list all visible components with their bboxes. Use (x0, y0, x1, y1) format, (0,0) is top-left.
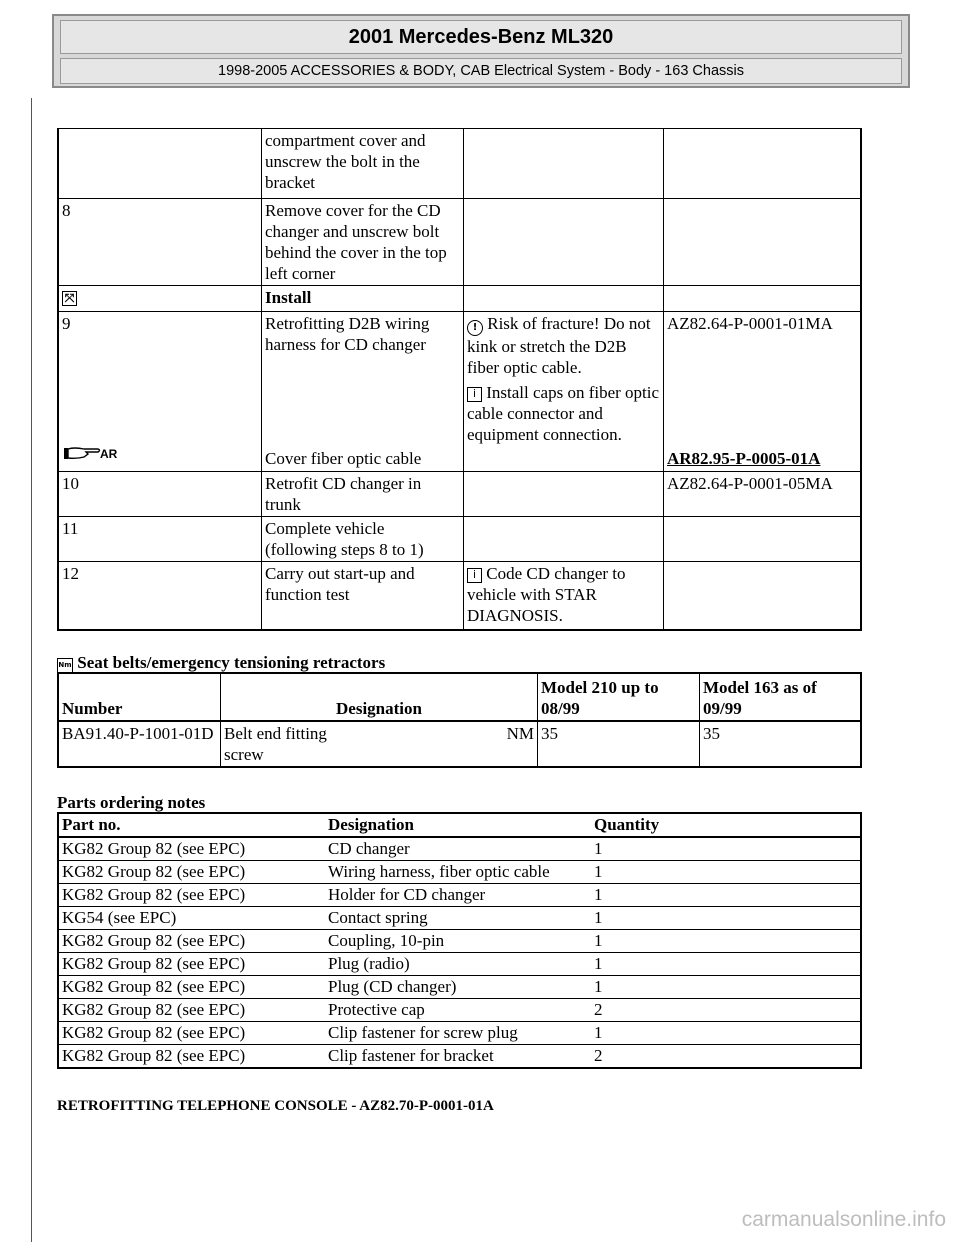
belts-section-title (57, 652, 385, 673)
part-designation: Contact spring (325, 907, 591, 930)
col-header-designation: Designation (221, 673, 538, 721)
procedure-steps-table (57, 128, 862, 631)
step-number: 8 (58, 199, 262, 286)
part-quantity: 1 (591, 976, 861, 999)
part-designation: Clip fastener for screw plug (325, 1022, 591, 1045)
table-row (58, 517, 861, 562)
install-icon: ⤧ (62, 291, 77, 306)
table-row (58, 999, 861, 1022)
info-text: Install caps on fiber optic cable connector and equipment connection. (467, 383, 660, 444)
part-no: KG82 Group 82 (see EPC) (58, 930, 325, 953)
part-designation: Plug (radio) (325, 953, 591, 976)
part-quantity: 1 (591, 884, 861, 907)
table-row (58, 837, 861, 861)
info-icon: i (467, 568, 482, 583)
part-quantity: 2 (591, 999, 861, 1022)
part-no: KG54 (see EPC) (58, 907, 325, 930)
table-row (58, 861, 861, 884)
info-note (467, 382, 660, 445)
step-text: Complete vehicle (following steps 8 to 1) (262, 517, 464, 562)
part-quantity: 1 (591, 907, 861, 930)
step-text: compartment cover and unscrew the bolt in the bracket (262, 129, 464, 199)
reference-code: AZ82.64-P-0001-01MA (667, 314, 833, 333)
part-quantity: 2 (591, 1045, 861, 1069)
ar-link-icon (62, 444, 137, 469)
step-text: Retrofitting D2B wiring harness for CD changer (265, 314, 430, 354)
part-no: KG82 Group 82 (see EPC) (58, 1045, 325, 1069)
part-no: KG82 Group 82 (see EPC) (58, 999, 325, 1022)
torque-unit: NM (506, 724, 534, 743)
step-text: Remove cover for the CD changer and unscrew bolt behind the cover in the top left corner (262, 199, 464, 286)
part-quantity: 1 (591, 953, 861, 976)
part-designation: CD changer (325, 837, 591, 861)
part-quantity: 1 (591, 930, 861, 953)
part-no: KG82 Group 82 (see EPC) (58, 837, 325, 861)
reference-code: AZ82.64-P-0001-05MA (664, 472, 862, 517)
warning-note (467, 313, 660, 378)
step-number: 11 (58, 517, 262, 562)
step-number: 12 (58, 562, 262, 630)
part-no: KG82 Group 82 (see EPC) (58, 884, 325, 907)
table-row (58, 721, 861, 767)
table-row (58, 312, 861, 472)
torque-designation: Belt end fitting screw (224, 724, 327, 764)
part-no: KG82 Group 82 (see EPC) (58, 976, 325, 999)
part-designation: Wiring harness, fiber optic cable (325, 861, 591, 884)
table-row (58, 562, 861, 630)
step-text: Carry out start-up and function test (262, 562, 464, 630)
table-row (58, 199, 861, 286)
header-title: 2001 Mercedes-Benz ML320 (60, 20, 902, 54)
part-no: KG82 Group 82 (see EPC) (58, 953, 325, 976)
ar-icon-text: AR (100, 447, 118, 461)
step-number: 9 (62, 314, 71, 333)
step-subtext: Cover fiber optic cable (265, 449, 422, 468)
info-text: Code CD changer to vehicle with STAR DIAGNOSIS. (467, 564, 626, 625)
torque-model210: 35 (538, 721, 700, 767)
col-header-partno: Part no. (58, 813, 325, 837)
col-header-quantity: Quantity (591, 813, 861, 837)
reference-link[interactable]: AR82.95-P-0005-01A (667, 449, 821, 468)
info-icon: i (467, 387, 482, 402)
part-designation: Coupling, 10-pin (325, 930, 591, 953)
table-row (58, 953, 861, 976)
part-quantity: 1 (591, 1022, 861, 1045)
parts-section-title: Parts ordering notes (57, 793, 206, 812)
col-header-model210: Model 210 up to 08/99 (538, 673, 700, 721)
col-header-model163: Model 163 as of 09/99 (700, 673, 862, 721)
table-row (58, 907, 861, 930)
col-header-number: Number (58, 673, 221, 721)
left-margin-line (31, 98, 32, 1242)
table-row (58, 1045, 861, 1069)
table-row (58, 129, 861, 199)
warning-icon: ! (467, 320, 483, 336)
torque-model163: 35 (700, 721, 862, 767)
torque-nm-icon: Nm (57, 658, 73, 673)
table-row (58, 472, 861, 517)
table-row (58, 286, 861, 312)
part-designation: Clip fastener for bracket (325, 1045, 591, 1069)
warning-text: Risk of fracture! Do not kink or stretch the D2B fiber optic cable. (467, 314, 651, 377)
next-section-heading: RETROFITTING TELEPHONE CONSOLE - AZ82.70-P-0001-01A (57, 1098, 494, 1114)
table-header-row (58, 673, 861, 721)
torque-number: BA91.40-P-1001-01D (58, 721, 221, 767)
table-row (58, 930, 861, 953)
part-quantity: 1 (591, 837, 861, 861)
header-subtitle: 1998-2005 ACCESSORIES & BODY, CAB Electrical System - Body - 163 Chassis (60, 58, 902, 84)
part-quantity: 1 (591, 861, 861, 884)
table-row (58, 1022, 861, 1045)
watermark: carmanualsonline.info (741, 1208, 946, 1231)
table-row (58, 884, 861, 907)
torque-table (57, 672, 862, 768)
table-header-row (58, 813, 861, 837)
install-label: Install (262, 286, 464, 312)
page-header (52, 14, 910, 88)
part-designation: Plug (CD changer) (325, 976, 591, 999)
col-header-designation: Designation (325, 813, 591, 837)
step-number: 10 (58, 472, 262, 517)
part-designation: Protective cap (325, 999, 591, 1022)
part-no: KG82 Group 82 (see EPC) (58, 861, 325, 884)
step-text: Retrofit CD changer in trunk (262, 472, 464, 517)
part-no: KG82 Group 82 (see EPC) (58, 1022, 325, 1045)
part-designation: Holder for CD changer (325, 884, 591, 907)
table-row (58, 976, 861, 999)
parts-table (57, 812, 862, 1069)
belts-title-text: Seat belts/emergency tensioning retractors (77, 653, 386, 672)
